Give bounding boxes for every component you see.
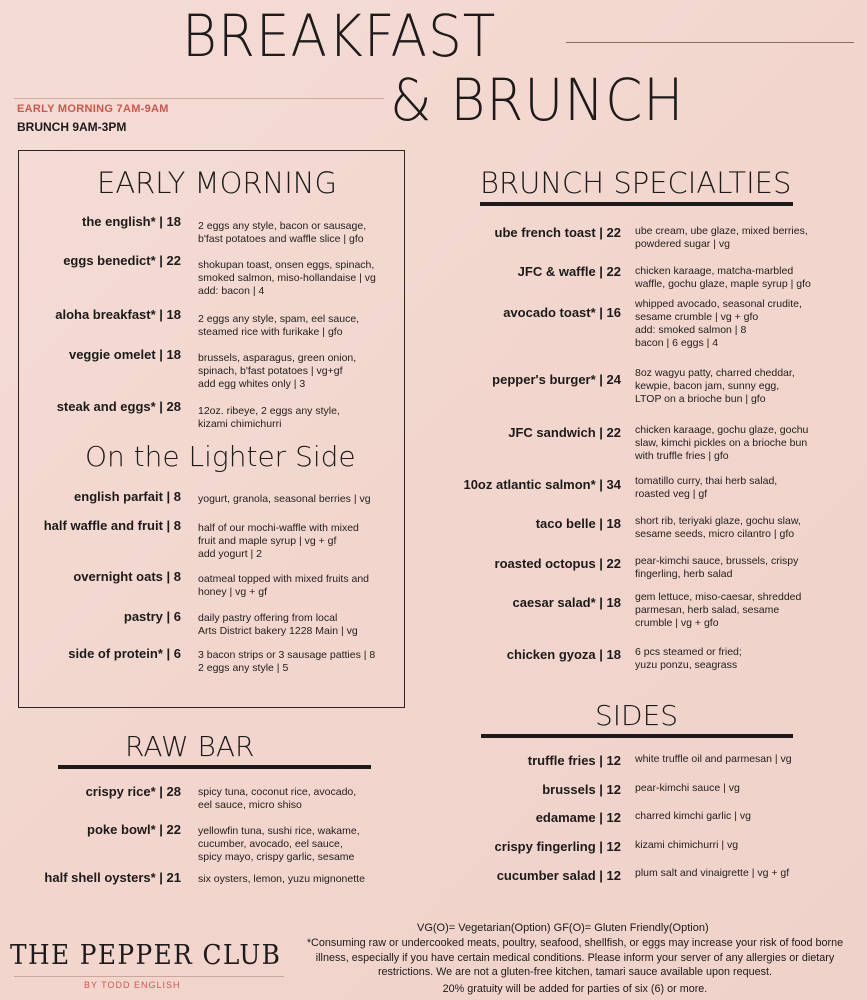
menu-item-desc: chicken karaage, gochu glaze, gochu slaw, kimchi pickles on a brioche bun with truffle fries | gfo [635,424,809,462]
raw-bar-rule [58,765,371,769]
brand-logo: THE PEPPER CLUB [10,940,282,971]
menu-item-name: steak and eggs* | 28 [56,399,181,414]
menu-title-line2: & BRUNCH [390,66,685,134]
menu-item-desc: yellowfin tuna, sushi rice, wakame, cucumber, avocado, eel sauce, spicy mayo, crispy garlic, sesame [198,825,360,863]
menu-item-desc: 2 eggs any style, spam, eel sauce, steamed rice with furikake | gfo [198,313,360,338]
menu-item-name: ube french toast | 22 [494,225,621,240]
menu-item-name: chicken gyoza | 18 [506,647,621,662]
menu-item-name: avocado toast* | 16 [503,305,621,320]
menu-item-name: 10oz atlantic salmon* | 34 [463,477,621,492]
menu-item-desc: yogurt, granola, seasonal berries | vg [198,493,371,505]
menu-item-desc: pear-kimchi sauce, brussels, crispy fingerling, herb salad [635,555,799,580]
menu-item-desc: ube cream, ube glaze, mixed berries, powdered sugar | vg [635,225,808,250]
menu-item-name: pastry | 6 [123,609,181,624]
brand-underline [14,976,284,977]
brunch-specialties-rule [480,202,793,206]
menu-item-name: crispy fingerling | 12 [494,839,621,854]
menu-item-desc: chicken karaage, matcha-marbled waffle, gochu glaze, maple syrup | gfo [635,265,811,290]
menu-item-name: english parfait | 8 [74,489,181,504]
menu-item-name: caesar salad* | 18 [512,595,621,610]
menu-item-desc: charred kimchi garlic | vg [635,810,751,822]
menu-item-desc: brussels, asparagus, green onion, spinach, b'fast potatoes | vg+gf add egg whites only | 3 [198,352,357,390]
lighter-side-heading: On the Lighter Side [85,440,356,473]
menu-item-desc: gem lettuce, miso-caesar, shredded parmesan, herb salad, sesame crumble | vg + gfo [635,591,802,629]
menu-item-name: overnight oats | 8 [73,569,181,584]
menu-item-desc: white truffle oil and parmesan | vg [635,753,792,765]
menu-item-desc: 2 eggs any style, bacon or sausage, b'fast potatoes and waffle slice | gfo [198,220,367,245]
menu-item-desc: oatmeal topped with mixed fruits and honey | vg + gf [198,573,370,598]
decorative-divider [14,98,384,99]
menu-item-name: aloha breakfast* | 18 [55,307,181,322]
menu-item-name: JFC & waffle | 22 [517,264,621,279]
gratuity-notice: 20% gratuity will be added for parties of six (6) or more. [442,983,708,995]
menu-item-desc: whipped avocado, seasonal crudite, sesame crumble | vg + gfo add: smoked salmon | 8 bacon | 6 eggs | 4 [635,298,802,349]
menu-item-name: roasted octopus | 22 [494,556,621,571]
early-morning-heading: EARLY MORNING [97,166,337,200]
menu-item-name: edamame | 12 [535,810,621,825]
menu-item-desc: shokupan toast, onsen eggs, spinach, smoked salmon, miso-hollandaise | vg add: bacon | 4 [198,259,376,297]
menu-item-name: eggs benedict* | 22 [63,253,181,268]
menu-item-desc: plum salt and vinaigrette | vg + gf [635,867,790,879]
menu-item-desc: kizami chimichurri | vg [635,839,739,851]
food-safety-disclaimer: *Consuming raw or undercooked meats, poultry, seafood, shellfish, or eggs may increase your risk of food borne illness, especially if you have certain medical conditions. Please inform your server of any allergies or dietary restrictions. We are not a gluten-free kitchen, tamari sauce available upon request. [306,937,844,978]
menu-item-name: side of protein* | 6 [68,646,181,661]
sides-rule [481,734,793,738]
menu-item-desc: 12oz. ribeye, 2 eggs any style, kizami chimichurri [198,405,340,430]
brand-byline: BY TODD ENGLISH [84,980,181,990]
menu-item-name: half shell oysters* | 21 [44,870,181,885]
menu-item-desc: 6 pcs steamed or fried; yuzu ponzu, seagrass [635,646,742,671]
title-divider [566,42,854,43]
early-hours: EARLY MORNING 7AM-9AM [17,103,169,115]
menu-item-desc: six oysters, lemon, yuzu mignonette [198,873,365,885]
menu-item-name: poke bowl* | 22 [87,822,181,837]
menu-item-name: crispy rice* | 28 [85,784,181,799]
menu-title-line1: BREAKFAST [182,2,497,70]
menu-item-desc: tomatillo curry, thai herb salad, roasted veg | gf [635,475,778,500]
raw-bar-heading: RAW BAR [125,730,255,763]
menu-item-desc: 8oz wagyu patty, charred cheddar, kewpie, bacon jam, sunny egg, LTOP on a brioche bun | gfo [635,367,795,405]
menu-item-desc: pear-kimchi sauce | vg [635,782,740,794]
menu-item-name: the english* | 18 [82,214,181,229]
menu-item-name: taco belle | 18 [535,516,621,531]
brunch-hours: BRUNCH 9AM-3PM [17,120,127,134]
menu-item-desc: 3 bacon strips or 3 sausage patties | 8 2 eggs any style | 5 [198,649,376,674]
sides-heading: SIDES [595,699,679,732]
menu-item-name: veggie omelet | 18 [68,347,181,362]
menu-item-name: truffle fries | 12 [527,753,621,768]
menu-item-desc: half of our mochi-waffle with mixed fruit and maple syrup | vg + gf add yogurt | 2 [198,522,359,560]
menu-item-name: brussels | 12 [542,782,621,797]
menu-item-desc: spicy tuna, coconut rice, avocado, eel sauce, micro shiso [198,786,357,811]
menu-item-name: cucumber salad | 12 [496,868,621,883]
menu-item-desc: short rib, teriyaki glaze, gochu slaw, sesame seeds, micro cilantro | gfo [635,515,801,540]
menu-item-desc: daily pastry offering from local Arts District bakery 1228 Main | vg [198,612,358,637]
menu-item-name: pepper's burger* | 24 [492,372,621,387]
brunch-specialties-heading: BRUNCH SPECIALTIES [480,166,792,200]
menu-item-name: half waffle and fruit | 8 [43,518,181,533]
dietary-legend: VG(O)= Vegetarian(Option) GF(O)= Gluten Friendly(Option) [417,922,709,934]
menu-item-name: JFC sandwich | 22 [508,425,621,440]
